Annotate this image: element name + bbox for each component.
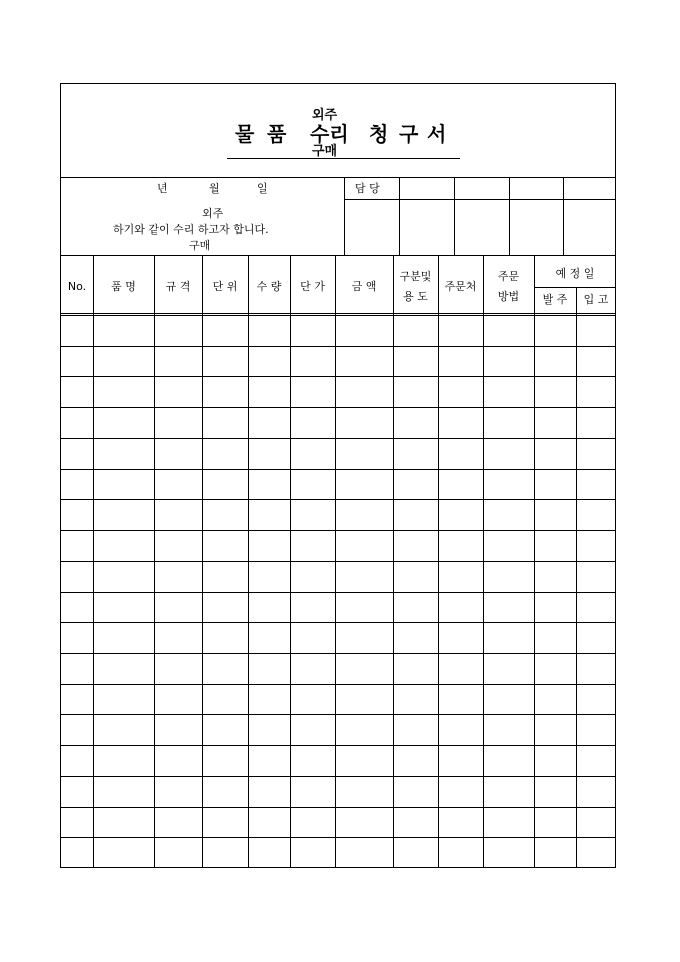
table-row xyxy=(61,837,616,838)
header-quantity: 수 량 xyxy=(256,280,282,293)
header-item-name: 품 명 xyxy=(111,280,136,293)
table-row xyxy=(61,530,616,531)
header-receipt-date: 입 고 xyxy=(583,293,609,306)
date-month-label: 월 xyxy=(209,182,220,195)
title-char-3: 청 xyxy=(369,122,389,146)
table-row xyxy=(61,438,616,439)
header-bottom-line-double xyxy=(61,315,616,316)
table-row xyxy=(61,346,616,347)
table-row xyxy=(61,622,616,623)
approval-col-line xyxy=(399,177,400,255)
header-supplier: 주문처 xyxy=(444,280,477,293)
request-option-purchase: 구매 xyxy=(189,239,211,252)
approval-col-line xyxy=(509,177,510,255)
title-char-4: 구 xyxy=(399,122,419,146)
title-option-outsourcing: 외주 xyxy=(312,108,338,123)
table-row xyxy=(61,684,616,685)
table-row xyxy=(61,469,616,470)
header-planned-date: 예 정 일 xyxy=(555,267,595,280)
table-row xyxy=(61,499,616,500)
header-amount: 금 액 xyxy=(351,280,377,293)
title-char-1: 물 xyxy=(235,122,255,146)
requisition-form xyxy=(60,83,616,868)
header-order-date: 발 주 xyxy=(542,293,568,306)
table-row xyxy=(61,653,616,654)
table-row xyxy=(61,592,616,593)
approval-row-line xyxy=(344,199,616,200)
info-divider xyxy=(344,177,345,255)
planned-date-split-line xyxy=(534,287,616,288)
date-day-label: 일 xyxy=(257,182,268,195)
info-bottom-line xyxy=(61,255,616,256)
title-underline xyxy=(227,158,460,159)
title-char-2: 품 xyxy=(267,122,287,146)
approval-col-line xyxy=(454,177,455,255)
header-unit: 단 위 xyxy=(212,280,238,293)
table-row xyxy=(61,714,616,715)
table-row xyxy=(61,745,616,746)
table-row xyxy=(61,561,616,562)
header-order-method-line2: 방법 xyxy=(497,290,520,303)
table-row xyxy=(61,407,616,408)
header-order-method-line1: 주문 xyxy=(497,270,520,283)
table-column-line xyxy=(576,287,577,868)
header-unit-price: 단 가 xyxy=(300,280,325,293)
approval-label: 담 당 xyxy=(355,182,380,195)
header-category-line1: 구분및 xyxy=(399,270,432,283)
header-category-line2: 용 도 xyxy=(403,290,428,303)
table-row xyxy=(61,807,616,808)
header-bottom-line xyxy=(61,313,616,314)
table-row xyxy=(61,776,616,777)
request-option-outsourcing: 외주 xyxy=(202,207,224,220)
title-option-repair: 수리 xyxy=(310,122,349,146)
header-no: No. xyxy=(67,280,87,293)
title-block xyxy=(61,84,615,178)
table-row xyxy=(61,376,616,377)
title-char-5: 서 xyxy=(427,122,447,146)
request-sentence: 하기와 같이 수리 하고자 합니다. xyxy=(113,223,269,236)
approval-col-line xyxy=(563,177,564,255)
header-spec: 규 격 xyxy=(165,280,191,293)
title-option-purchase: 구매 xyxy=(312,144,338,159)
date-year-label: 년 xyxy=(157,182,168,195)
